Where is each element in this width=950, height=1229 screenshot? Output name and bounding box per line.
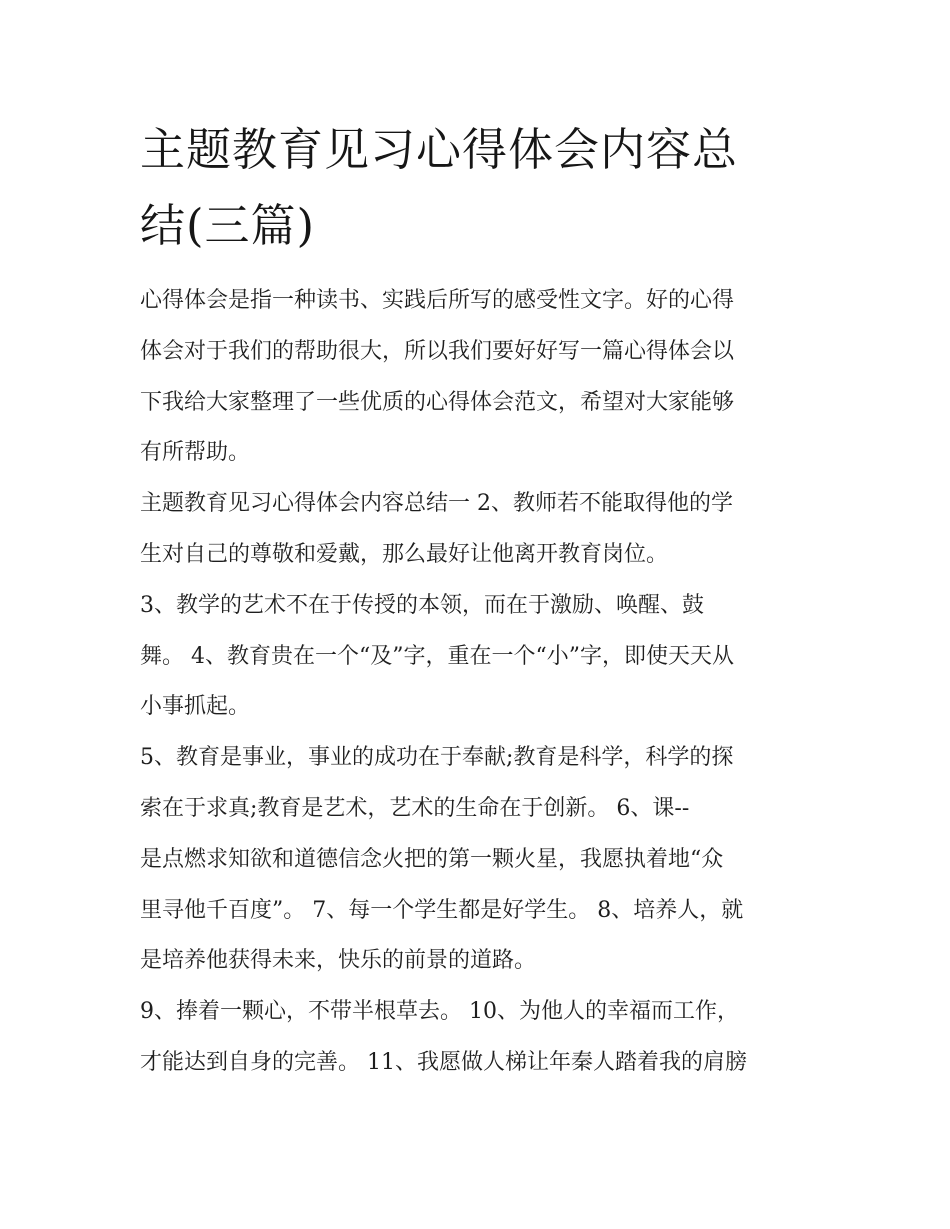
- title-line: 结(三篇): [140, 199, 316, 252]
- title-line: 主题教育见习心得体会内容总: [140, 123, 739, 176]
- text-line: 生对自己的尊敬和爱戴，那么最好让他离开教育岗位。: [140, 541, 669, 567]
- text-line: 有所帮助。: [140, 440, 251, 466]
- document-body: [140, 276, 830, 1089]
- text-line: 是培养他获得未来，快乐的前景的道路。: [140, 948, 537, 974]
- text-line: 小事抓起。: [140, 694, 251, 720]
- text-line: 下我给大家整理了一些优质的心得体会范文，希望对大家能够: [140, 389, 735, 415]
- text-line: 里寻他千百度”。 7、每一个学生都是好学生。 8、培养人，就: [140, 897, 744, 923]
- text-line: 3、教学的艺术不在于传授的本领，而在于激励、唤醒、鼓: [140, 592, 704, 618]
- text-line: 主题教育见习心得体会内容总结一 2、教师若不能取得他的学: [140, 491, 733, 517]
- text-line: 索在于求真;教育是艺术，艺术的生命在于创新。 6、课--: [140, 795, 690, 821]
- text-line: 9、捧着一颗心，不带半根草去。 10、为他人的幸福而工作，: [140, 999, 739, 1025]
- document-title: [140, 112, 820, 264]
- text-line: 才能达到自身的完善。 11、我愿做人梯让年秦人踏着我的肩膀: [140, 1049, 747, 1075]
- text-line: 心得体会是指一种读书、实践后所写的感受性文字。好的心得: [140, 288, 735, 313]
- text-line: 体会对于我们的帮助很大，所以我们要好好写一篇心得体会以: [140, 338, 735, 364]
- text-line: 是点燃求知欲和道德信念火把的第一颗火星，我愿执着地“众: [140, 846, 724, 872]
- text-line: 5、教育是事业，事业的成功在于奉献;教育是科学，科学的探: [140, 745, 734, 771]
- text-line: 舞。 4、教育贵在一个“及”字，重在一个“小”字，即使天天从: [140, 643, 734, 669]
